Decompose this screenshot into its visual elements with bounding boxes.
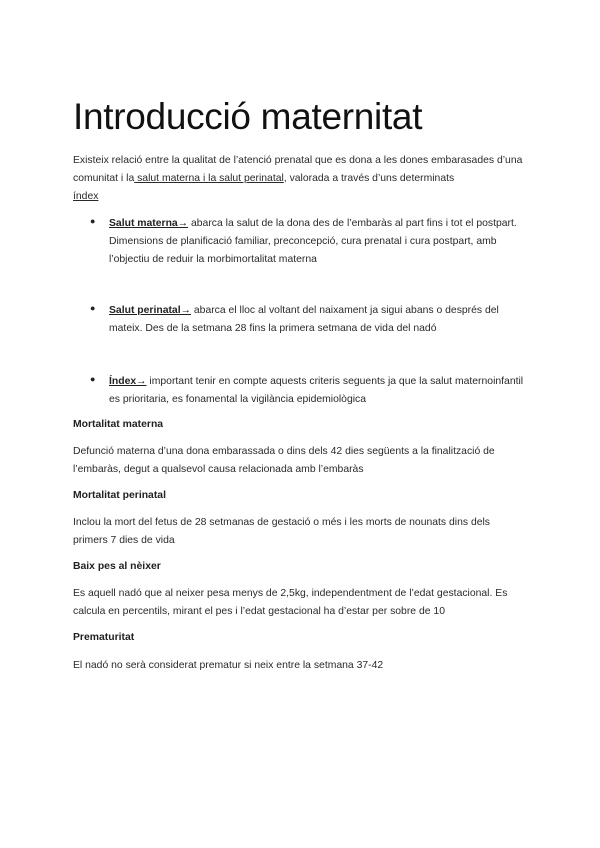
bullet-term: Salut materna→ xyxy=(109,218,189,229)
bullet-term: Índex→ xyxy=(109,376,147,387)
body-mortalitat-materna: Defunció materna d’una dona embarassada o dins dels 42 dies següents a la finalització de l’embaràs, degut a qualsevol causa relacionada amb l’embaràs xyxy=(73,446,495,475)
intro-index-word: índex xyxy=(73,191,99,202)
body-mortalitat-perinatal: Inclou la mort del fetus de 28 setmanas de gestació o més i les morts de nounats dins dels primers 7 dies de vida xyxy=(73,517,491,546)
intro-text-before: Existeix relació entre la qualitat de l’atenció prenatal que es dona a les dones embarasades d’una comunitat i la xyxy=(73,155,523,184)
heading-mortalitat-materna: Mortalitat materna xyxy=(73,419,164,430)
bullet-text: abarca el lloc al voltant del naixament ja sigui abans o després del mateix. Des de la setmana 28 fins la primera setmana de vida del nadó xyxy=(109,305,499,334)
bullet-salut-perinatal xyxy=(90,302,526,338)
body-prematuritat: El nadó no serà considerat prematur si neix entre la setmana 37-42 xyxy=(73,660,384,671)
bullet-dot-icon: ● xyxy=(90,303,96,313)
intro-underlined-text: salut materna i la salut perinatal xyxy=(134,173,284,184)
bullet-term: Salut perinatal→ xyxy=(109,305,191,316)
bullet-paragraph xyxy=(109,215,526,269)
heading-prematuritat: Prematuritat xyxy=(73,632,135,643)
heading-baix-pes: Baix pes al nèixer xyxy=(73,561,161,572)
bullet-text: abarca la salut de la dona des de l’embaràs al part fins i tot el postpart. Dimensions de planificació familiar, preconcepció, cura prenatal i cura postpart, amb l’objectiu de reduir la morbimortalitat materna xyxy=(109,218,517,265)
intro-text-after: , valorada a través d’uns determinats xyxy=(283,173,455,184)
bullet-paragraph xyxy=(109,373,526,409)
body-baix-pes: Es aquell nadó que al neixer pesa menys de 2,5kg, independentment de l’edat gestacional. Es calcula en percentils, mirant el pes i l’edat gestacional ha d’estar per sobre de 10 xyxy=(73,588,508,617)
bullet-paragraph xyxy=(109,302,526,338)
bullet-dot-icon: ● xyxy=(90,216,96,226)
intro-paragraph xyxy=(73,152,525,206)
page-title: Introducció maternitat xyxy=(73,96,423,137)
heading-mortalitat-perinatal: Mortalitat perinatal xyxy=(73,490,166,501)
bullet-text: important tenir en compte aquests criteris seguents ja que la salut maternoinfantil es prioritaria, es fonamental la vigilància epidemiològica xyxy=(109,376,524,405)
bullet-index xyxy=(90,373,526,409)
bullet-dot-icon: ● xyxy=(90,374,96,384)
bullet-salut-materna xyxy=(90,215,526,269)
